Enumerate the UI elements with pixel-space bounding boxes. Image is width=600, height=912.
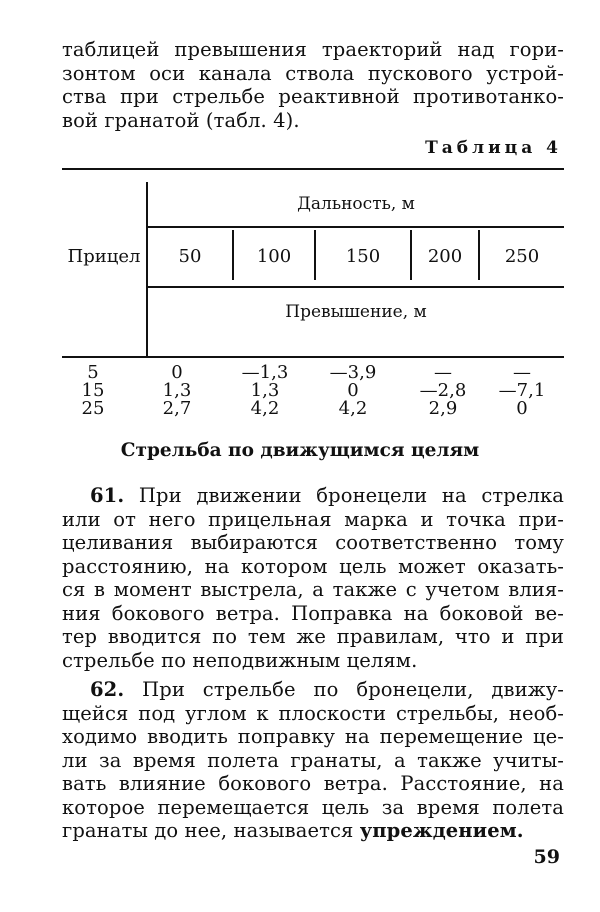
text-line: ходимо вводить поправку на перемещение це- [62,725,564,748]
text-line: вать влияние бокового ветра. Расстояние, на [62,772,564,795]
text-line: расстоянию, на котором цель может оказать- [62,554,564,578]
text-line: ли за время полета гранаты, а также учиты- [62,748,564,772]
value-cell: — [434,362,452,383]
rule-bottom [62,356,564,358]
table-caption: Таблица 4 [425,138,562,158]
text-line: которое перемещается цель за время полета [62,795,564,819]
value-cell: 4,2 [338,398,368,419]
text-line [62,678,564,702]
value-cell: —3,9 [329,362,377,383]
text-line: щейся под углом к плоскости стрельбы, необ- [62,701,564,725]
range-50: 50 [178,246,202,267]
text-line: тер вводится по тем же правилам, что и при [62,625,564,648]
text-line: таблицей превышения траекторий над гори- [62,38,564,61]
value-cell: 4,2 [250,398,280,419]
value-cell: 2,7 [162,398,192,419]
sight-cell: 25 [81,398,105,419]
value-cell: 0 [347,380,359,401]
sight-cell: 5 [87,362,99,383]
text-line: ся в момент выстрела, а также с учетом влия- [62,578,564,601]
text-line: или от него прицельная марка и точка при- [62,507,564,531]
text-line: зонтом оси канала ствола пускового устрой- [62,61,564,85]
value-cell: — [513,362,531,383]
value-cell: 1,3 [250,380,280,401]
paragraph-number: 61. [90,484,125,507]
excess-header: Превышение, м [285,302,427,322]
value-cell: —7,1 [498,380,546,401]
text-line: ства при стрельбе реактивной противотанко- [62,85,564,108]
value-cell: 2,9 [428,398,458,419]
emphasis-term: упреждением. [359,819,524,842]
paragraph-61 [62,484,564,672]
range-200: 200 [427,246,463,267]
text-line [62,819,564,843]
paragraph-number: 62. [90,678,125,701]
text-run: При стрельбе по бронецели, движу- [124,678,564,701]
sight-cell: 15 [81,380,105,401]
text-run: гранаты до нее, называется [62,819,360,842]
section-title: Стрельба по движущимся целям [120,440,480,461]
text-line: стрельбе по неподвижным целям. [62,648,418,672]
sight-header: Прицел [67,246,141,267]
text-line: ния бокового ветра. Поправка на боковой ве- [62,601,564,625]
page-number: 59 [533,846,560,868]
text-line [62,484,564,508]
value-cell: —1,3 [241,362,289,383]
rule-range [148,226,564,228]
value-cell: 0 [516,398,528,419]
text-line: целивания выбираются соответственно тому [62,531,564,554]
range-100: 100 [256,246,292,267]
rule-excess [148,286,564,288]
value-cell: —2,8 [419,380,467,401]
value-cell: 0 [171,362,183,383]
value-cell: 1,3 [162,380,192,401]
text-line: вой гранатой (табл. 4). [62,108,300,132]
rule-top [62,168,564,170]
range-header: Дальность, м [297,194,415,214]
range-150: 150 [345,246,381,267]
range-250: 250 [504,246,540,267]
text-run: При движении бронецели на стрелка [124,484,564,507]
intro-paragraph [62,38,564,132]
table-header [62,168,564,356]
paragraph-62 [62,678,564,843]
